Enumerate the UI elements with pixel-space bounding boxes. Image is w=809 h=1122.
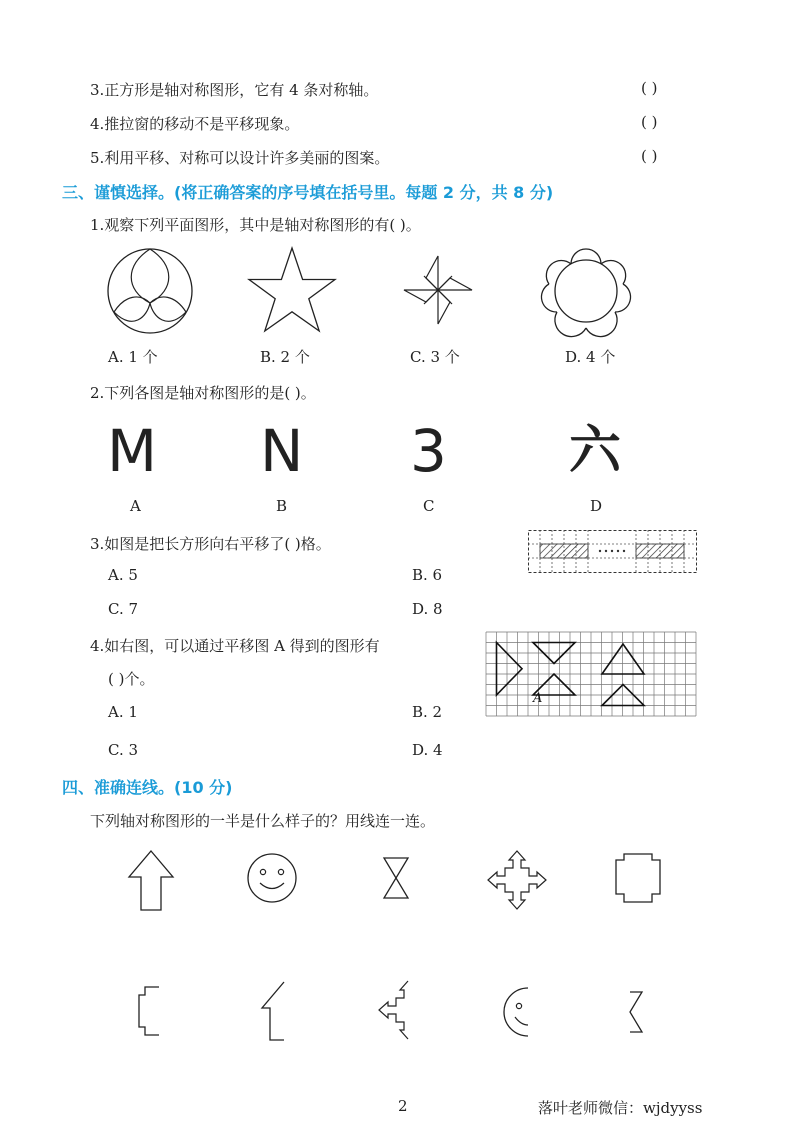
translation-grid-figure	[528, 530, 698, 574]
figure-a-label: A	[533, 691, 543, 706]
octagon-shape[interactable]	[614, 852, 662, 904]
circle-trefoil-figure	[105, 245, 195, 335]
page-number: 2	[398, 1097, 408, 1115]
half-arrow-shape[interactable]	[258, 980, 286, 1042]
option-d[interactable]: D. 4 个	[565, 348, 616, 366]
section-title-match: 四、准确连线。(10 分)	[62, 778, 233, 797]
hourglass-shape[interactable]	[382, 856, 410, 900]
question-2: 2.下列各图是轴对称图形的是( )。	[90, 384, 316, 402]
option-c[interactable]: C. 3	[108, 741, 139, 759]
star-figure	[246, 246, 338, 336]
triangle-grid-figure	[486, 632, 698, 716]
glyph-m: M	[107, 417, 158, 485]
label-b: B	[276, 497, 288, 515]
question-4-blank: ( )个。	[108, 670, 155, 688]
answer-blank[interactable]: ( )	[641, 147, 658, 165]
half-smiley-face-shape[interactable]	[503, 986, 531, 1038]
arrow-shape[interactable]	[127, 850, 175, 912]
option-b[interactable]: B. 2 个	[260, 348, 310, 366]
option-b[interactable]: B. 2	[412, 703, 443, 721]
question-1: 1.观察下列平面图形，其中是轴对称图形的有( )。	[90, 216, 421, 234]
label-a: A	[130, 497, 141, 515]
cross-arrows-shape[interactable]	[487, 850, 547, 910]
glyph-n: N	[260, 417, 304, 485]
option-a[interactable]: A. 1	[108, 703, 138, 721]
question-4: 4.如右图，可以通过平移图 A 得到的图形有	[90, 637, 380, 655]
footer-note: 落叶老师微信：wjdyyss	[538, 1099, 703, 1117]
flower-figure	[543, 248, 629, 334]
option-a[interactable]: A. 1 个	[108, 348, 158, 366]
pinwheel-figure	[400, 252, 476, 328]
smiley-face-shape[interactable]	[246, 852, 298, 904]
judge-item-5: 5.利用平移、对称可以设计许多美丽的图案。	[90, 149, 390, 167]
answer-blank[interactable]: ( )	[641, 113, 658, 131]
answer-blank[interactable]: ( )	[641, 79, 658, 97]
option-d[interactable]: D. 4	[412, 741, 443, 759]
half-cross-arrows-shape[interactable]	[378, 980, 410, 1040]
half-octagon-shape[interactable]	[137, 985, 163, 1037]
judge-item-4: 4.推拉窗的移动不是平移现象。	[90, 115, 300, 133]
option-c[interactable]: C. 7	[108, 600, 139, 618]
option-b[interactable]: B. 6	[412, 566, 443, 584]
question-3: 3.如图是把长方形向右平移了( )格。	[90, 535, 331, 553]
section-title-choice: 三、谨慎选择。(将正确答案的序号填在括号里。每题 2 分，共 8 分)	[62, 183, 554, 202]
matching-instruction: 下列轴对称图形的一半是什么样子的？用线连一连。	[90, 812, 436, 830]
glyph-3: 3	[410, 417, 447, 485]
option-c[interactable]: C. 3 个	[410, 348, 460, 366]
half-hourglass-shape[interactable]	[628, 990, 646, 1034]
label-d: D	[590, 497, 603, 515]
label-c: C	[423, 497, 435, 515]
judge-item-3: 3.正方形是轴对称图形，它有 4 条对称轴。	[90, 81, 379, 99]
glyph-liu: 六	[569, 421, 622, 481]
option-d[interactable]: D. 8	[412, 600, 443, 618]
option-a[interactable]: A. 5	[108, 566, 138, 584]
